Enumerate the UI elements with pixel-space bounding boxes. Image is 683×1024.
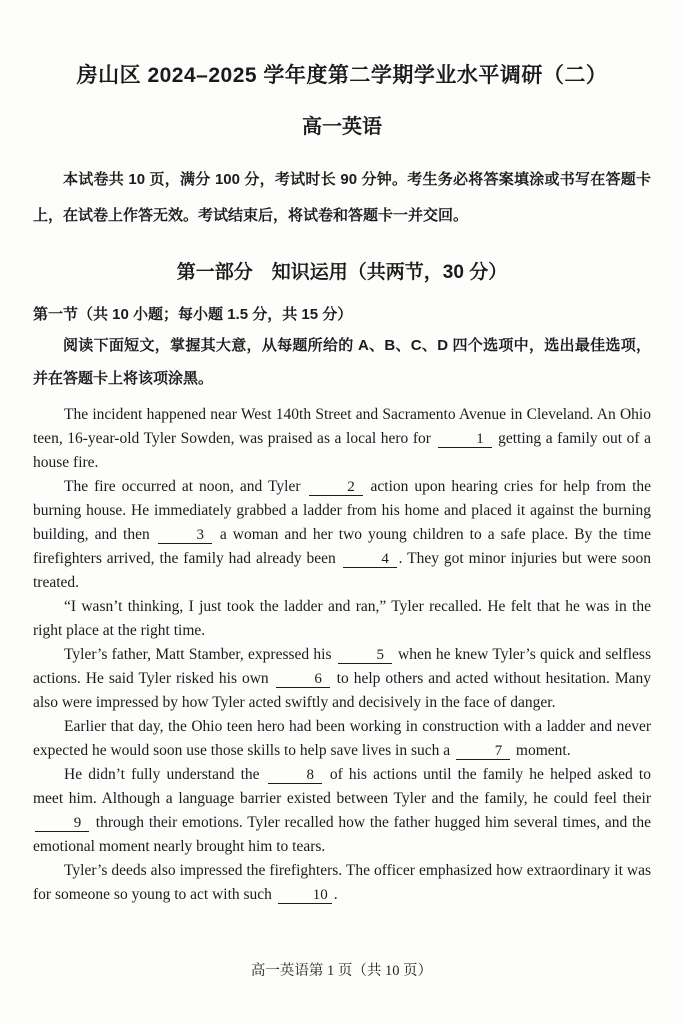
page-subtitle: 高一英语 — [302, 116, 382, 138]
exam-instructions: 本试卷共 10 页，满分 100 分，考试时长 90 分钟。考生务必将答案填涂或书写在答题卡上，在试卷上作答无效。考试结束后，将试卷和答题卡一并交回。 — [33, 171, 651, 224]
passage-paragraph: Earlier that day, the Ohio teen hero had been working in construction with a ladder and never expected he would soon use those skills to help save lives in such a 7 moment. — [33, 718, 651, 759]
passage-paragraph: He didn’t fully understand the 8 of his actions until the family he helped asked to meet him. Although a language barrier existed between Tyler and the family, he could feel their 9 through their emotions. Tyler recalled how the father hugged him several times, and the emotional moment nearly brought him to tears. — [33, 766, 651, 855]
part1-heading: 第一部分 知识运用（共两节，30 分） — [176, 262, 508, 283]
passage-paragraph: “I wasn’t thinking, I just took the ladder and ran,” Tyler recalled. He felt that he was in the right place at the right time. — [33, 598, 651, 639]
part1-directions: 阅读下面短文，掌握其大意，从每题所给的 A、B、C、D 四个选项中，选出最佳选项，并在答题卡上将该项涂黑。 — [33, 337, 651, 387]
cloze-blank-10: 10 — [278, 887, 332, 904]
part1-section-heading: 第一节（共 10 小题；每小题 1.5 分，共 15 分） — [33, 306, 353, 323]
cloze-blank-3: 3 — [158, 527, 212, 544]
cloze-blank-8: 8 — [268, 767, 322, 784]
cloze-blank-9: 9 — [35, 815, 89, 832]
cloze-blank-7: 7 — [456, 743, 510, 760]
page-footer: 高一英语第 1 页（共 10 页） — [250, 963, 433, 979]
passage-paragraph: Tyler’s father, Matt Stamber, expressed his 5 when he knew Tyler’s quick and selfless actions. He said Tyler risked his own 6 to help others and acted without hesitation. Many also were impressed by how Tyler acted swiftly and decisively in the face of danger. — [33, 646, 651, 711]
passage-paragraph: Tyler’s deeds also impressed the firefighters. The officer emphasized how extraordinary it was for someone so young to act with such 10 . — [33, 862, 651, 903]
passage-paragraph: The fire occurred at noon, and Tyler 2 action upon hearing cries for help from the burning house. He immediately grabbed a ladder from his home and placed it against the burning building, and then 3 a woman and her two young children to a safe place. By the time firefighters arrived, the family had already been 4 . They got minor injuries but were soon treated. — [33, 478, 652, 591]
passage-paragraph: The incident happened near West 140th Street and Sacramento Avenue in Cleveland. An Ohio teen, 16-year-old Tyler Sowden, was praised as a local hero for 1 getting a family out of a house fire. — [33, 406, 651, 471]
page-title: 房山区 2024–2025 学年度第二学期学业水平调研（二） — [76, 64, 608, 87]
cloze-blank-6: 6 — [276, 671, 330, 688]
cloze-blank-5: 5 — [338, 647, 392, 664]
cloze-blank-1: 1 — [438, 431, 492, 448]
cloze-blank-2: 2 — [309, 479, 363, 496]
passage — [33, 403, 651, 907]
cloze-blank-4: 4 — [343, 551, 397, 568]
